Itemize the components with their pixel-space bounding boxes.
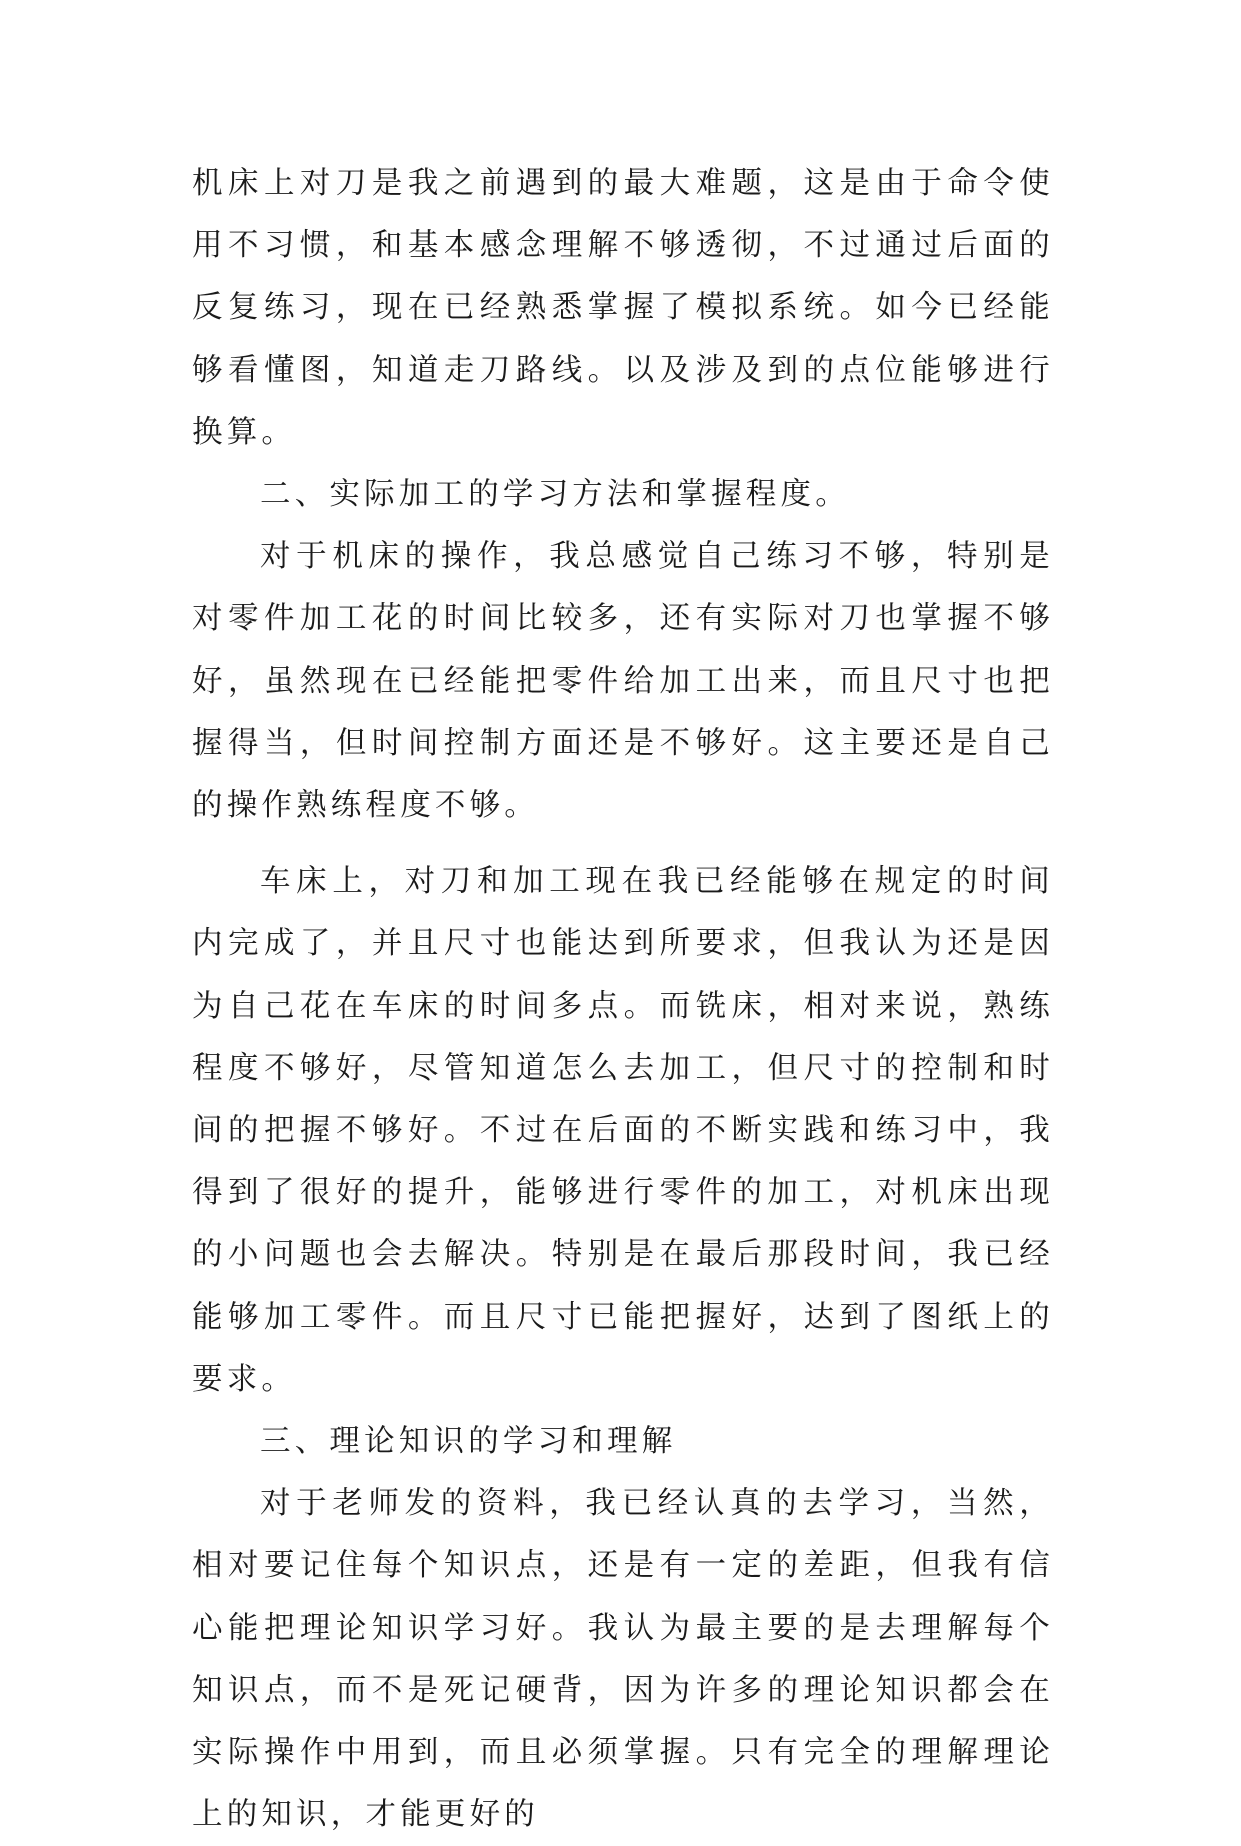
paragraph-machine-operation: 对于机床的操作，我总感觉自己练习不够，特别是对零件加工花的时间比较多，还有实际对刀也掌握不够好，虽然现在已经能把零件给加工出来，而且尺寸也把握得当，但时间控制方面还是不够好。这主要还是自己的操作熟练程度不够。 [192,539,1054,824]
document-body [192,153,1054,1846]
paragraph-milling-tool-setting: 机床上对刀是我之前遇到的最大难题，这是由于命令使用不习惯，和基本感念理解不够透彻，不过通过后面的反复练习，现在已经熟悉掌握了模拟系统。如今已经能够看懂图，知道走刀路线。以及涉及到的点位能够进行换算。 [192,166,1054,450]
paragraph-theory-study: 对于老师发的资料，我已经认真的去学习，当然，相对要记住每个知识点，还是有一定的差距，但我有信心能把理论知识学习好。我认为最主要的是去理解每个知识点，而不是死记硬背，因为许多的理论知识都会在实际操作中用到，而且必须掌握。只有完全的理解理论上的知识，才能更好的 [192,1486,1054,1833]
section-heading-theory-knowledge: 三、理论知识的学习和理解 [260,1424,677,1460]
paragraph-lathe-and-mill: 车床上，对刀和加工现在我已经能够在规定的时间内完成了，并且尺寸也能达到所要求，但我认为还是因为自己花在车床的时间多点。而铣床，相对来说，熟练程度不够好，尽管知道怎么去加工，但尺寸的控制和时间的把握不够好。不过在后面的不断实践和练习中，我得到了很好的提升，能够进行零件的加工，对机床出现的小问题也会去解决。特别是在最后那段时间，我已经能够加工零件。而且尺寸已能把握好，达到了图纸上的要求。 [192,864,1054,1397]
section-heading-practical-machining: 二、实际加工的学习方法和掌握程度。 [260,477,850,513]
